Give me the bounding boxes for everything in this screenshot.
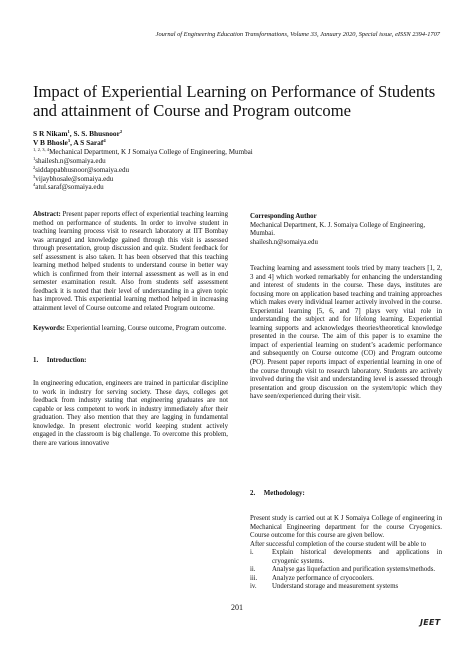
keywords-text: Experiential learning, Course outcome, Program outcome.	[64, 325, 227, 332]
corresponding-author	[250, 213, 442, 247]
list-item: iii. Analyze performance of cryocoolers.	[250, 574, 374, 582]
email-1: $^1$shailesh.n@somaiya.edu	[33, 155, 106, 165]
intro-text: In engineering education, engineers are trained in particular discipline to work in industry for serving society. These days, colleges get feedback from industry stating that engineering graduates are not capable or less competent to work in industry immediately after their graduation. They also mention that they are lagging in fundamental knowledge. In present electronic world keeping student actively engaged in the classroom is big challenge. To overcome this problem, there are various innovative	[33, 380, 228, 447]
author-line-2	[33, 139, 333, 148]
methodology-text-1: Present study is carried out at K J Somaiya College of engineering in Mechanical Engineering department for the course Cryogenics. Course outcome for this course are given bellow.	[250, 515, 442, 540]
email-4: $^4$atul.saraf@somaiya.edu	[33, 182, 104, 192]
page-number: 201	[231, 603, 243, 612]
list-item: iv. Understand storage and measurement systems	[250, 583, 399, 591]
corresponding-affiliation: Mechanical Department, K. J. Somaiya College of Engineering, Mumbai.	[250, 221, 426, 238]
abstract-text: Present paper reports effect of experiential teaching learning method on performance of students. In order to involve student in teaching learning process visit to research laboratory at IIT Bombay was arranged and knowledge gained through this visit is assessed through presentation, group discussion and quiz. Student feedback for self assessment is also taken. It has been observed that this teaching learning method helped students to understand course in better way which is confirmed from their internal assessment as well as in end semester examination result. Also from students self assessment feedback it is noted that their level of understanding in a given topic has improved. This experiential learning method helped in increasing attainment level of Course outcome and related Program outcome.	[33, 211, 228, 313]
corresponding-email: shailesh.n@somaiya.edu	[250, 238, 318, 246]
methodology-body	[250, 515, 442, 592]
methodology-text-2: After successful completion of the course student will be able to	[250, 540, 426, 548]
corresponding-heading: Corresponding Author	[250, 213, 317, 220]
author-names-1: S R Nikam$^1$, S. S. Bhusnoor$^2$	[33, 129, 123, 138]
email-2: $^2$siddappabhusnoor@somaiya.edu	[33, 164, 130, 174]
paper-title: Impact of Experiential Learning on Performance of Students and attainment of Course and Program outcome	[33, 82, 436, 120]
keywords-label: Keywords:	[33, 325, 65, 332]
affiliation: $^{1, 2, 3, 4}$Mechanical Department, K J Somaiya College of Engineering, Mumbai	[33, 146, 253, 156]
journal-header: Journal of Engineering Education Transformations, Volume 33, January 2020, Special issue, eISSN 2394-1707	[155, 31, 440, 38]
email-3: $^3$vijaybhosale@somaiya.edu	[33, 173, 114, 183]
course-outcome-list	[250, 549, 442, 592]
journal-logo: JEET	[420, 618, 441, 627]
intro-heading: 1. Introduction:	[33, 357, 87, 364]
abstract	[33, 211, 228, 314]
list-item: ii. Analyse gas liquefaction and purification systems/methods.	[250, 566, 436, 574]
list-item: i. Explain historical developments and applications in cryogenic systems.	[250, 549, 442, 565]
methodology-heading: 2. Methodology:	[250, 490, 305, 497]
author-names-2: V B Bhosle$^3$, A S Saraf$^4$	[33, 137, 106, 147]
right-paragraph: Teaching learning and assessment tools tried by many teachers [1, 2, 3 and 4] which worked remarkably for enhancing the understanding and interest of students in the course. These days, institutes are focusing more on application based teaching and training approaches which makes every individual learner actively involved in the course. Experiential learning [5, 6, and 7] plays very vital role in understanding the subject and for lifelong learning. Experiential learning supports and acknowledges theories/theoretical knowledge presented in the course. The aim of this paper is to examine the impact of experiential learning on student’s academic performance and subsequently on Course outcome (CO) and Program outcome (PO). Present paper reports impact of experiential learning in one of the course through visit to research laboratory. Students are actively involved during the visit and understanding level is assessed through presentation and group discussion on the system/topic which they have seen/experienced during their visit.	[250, 265, 442, 401]
keywords	[33, 325, 228, 334]
author-block	[33, 130, 333, 192]
abstract-label: Abstract:	[33, 211, 61, 218]
